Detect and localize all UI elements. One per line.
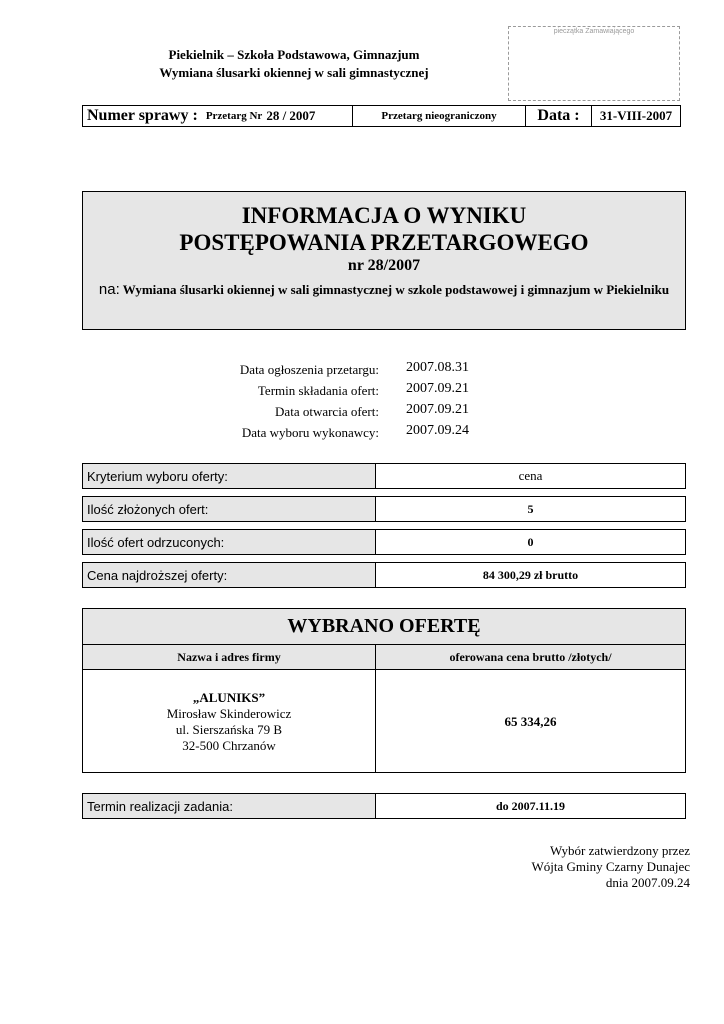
date-label-submission: Termin składania ofert: [257, 383, 379, 398]
offers-rejected-row [82, 529, 686, 555]
approval-note [532, 843, 690, 891]
company-street: ul. Sierszańska 79 B [175, 722, 283, 737]
approval-line-1: Wybór zatwierdzony przez [550, 843, 690, 858]
company-person: Mirosław Skinderowicz [166, 706, 292, 721]
title-box [82, 191, 686, 330]
price-column-header: oferowana cena brutto /złotych/ [449, 649, 612, 664]
stamp-box [508, 26, 680, 101]
approval-line-2: Wójta Gminy Czarny Dunajec [531, 859, 690, 874]
criterion-value: cena [518, 468, 543, 483]
case-type-label: Przetarg Nr [205, 110, 263, 122]
selected-offer-title: WYBRANO OFERTĘ [83, 609, 685, 645]
highest-price-value: 84 300,29 zł brutto [482, 567, 579, 582]
date-label-selection: Data wyboru wykonawcy: [241, 425, 379, 440]
title-number: nr 28/2007 [347, 257, 421, 274]
company-column-header: Nazwa i adres firmy [83, 645, 376, 669]
deadline-value: do 2007.11.19 [495, 798, 565, 813]
date-label-opening: Data otwarcia ofert: [275, 404, 379, 419]
case-bar [82, 105, 681, 127]
offer-table-row [83, 670, 685, 773]
approval-line-3: dnia 2007.09.24 [605, 875, 690, 890]
offer-price: 65 334,26 [504, 713, 557, 729]
criterion-row [82, 463, 686, 489]
title-line-1: INFORMACJA O WYNIKU [241, 203, 527, 228]
deadline-label: Termin realizacji zadania: [83, 794, 376, 818]
deadline-row [82, 793, 686, 819]
criterion-label: Kryterium wyboru oferty: [83, 464, 376, 488]
date-label: Data : [526, 106, 592, 126]
header-school-line: Piekielnik – Szkoła Podstawowa, Gimnazjum [168, 47, 420, 62]
offers-submitted-row [82, 496, 686, 522]
case-label: Numer sprawy : [87, 107, 198, 124]
date-value-selection: 2007.09.24 [406, 423, 469, 438]
company-name: „ALUNIKS” [192, 690, 266, 705]
date-value-submission: 2007.09.21 [406, 381, 469, 396]
date-label-announcement: Data ogłoszenia przetargu: [239, 362, 379, 377]
title-subject [83, 281, 685, 298]
highest-price-row [82, 562, 686, 588]
offer-table-header [83, 645, 685, 670]
company-city: 32-500 Chrzanów [182, 738, 276, 753]
case-number-cell [83, 106, 353, 126]
tender-type: Przetarg nieograniczony [353, 106, 526, 126]
case-number: 28 / 2007 [266, 108, 316, 123]
date-value-announcement: 2007.08.31 [406, 360, 469, 375]
date-value-opening: 2007.09.21 [406, 402, 469, 417]
title-line-2: POSTĘPOWANIA PRZETARGOWEGO [179, 230, 589, 255]
offers-rejected-value: 0 [527, 534, 534, 549]
subject-text: Wymiana ślusarki okiennej w sali gimnastycznej w szkole podstawowej i gimnazjum w Piekielniku [122, 282, 670, 297]
stamp-label: pieczątka Zamawiającego [553, 28, 635, 35]
offers-submitted-value: 5 [527, 501, 534, 516]
offers-rejected-label: Ilość ofert odrzuconych: [83, 530, 376, 554]
highest-price-label: Cena najdroższej oferty: [83, 563, 376, 587]
header-subject-line: Wymiana ślusarki okiennej w sali gimnastycznej [159, 65, 429, 80]
subject-prefix: na: [98, 281, 120, 298]
selected-offer-table [82, 608, 686, 773]
company-address-cell [83, 670, 376, 773]
offers-submitted-label: Ilość złożonych ofert: [83, 497, 376, 521]
date-value: 31-VIII-2007 [599, 108, 673, 123]
